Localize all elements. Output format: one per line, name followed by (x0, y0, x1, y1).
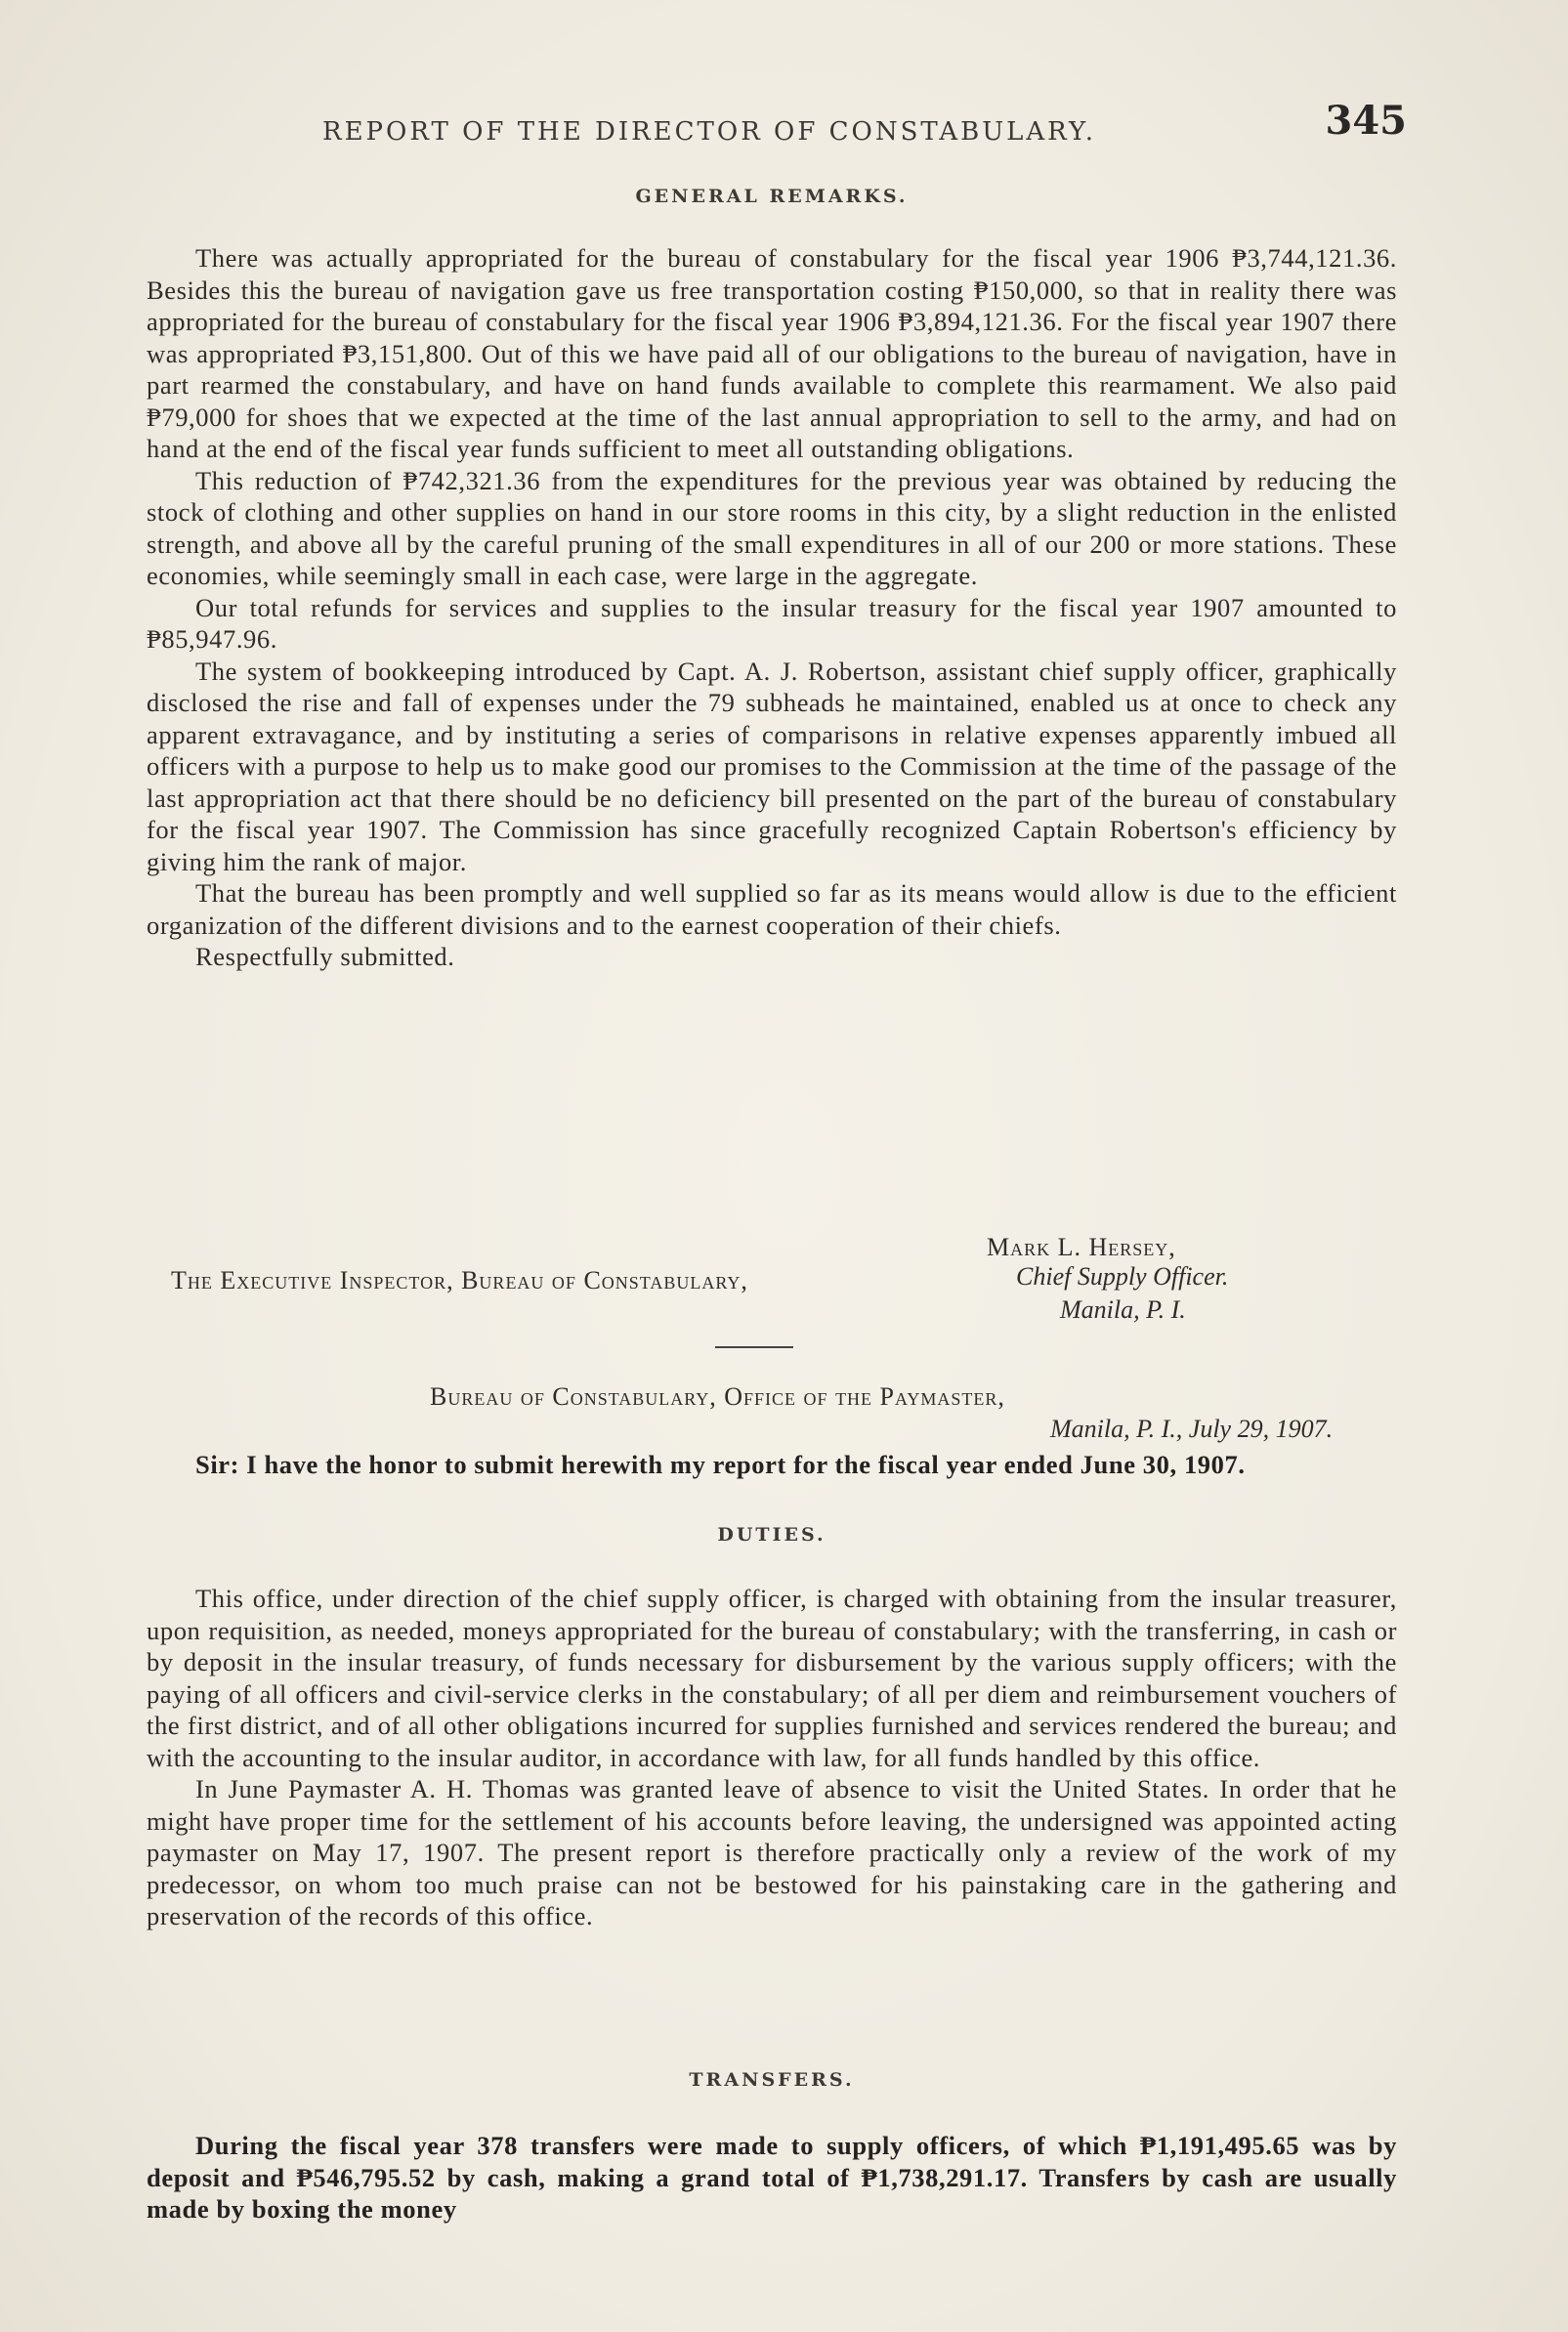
transfers-body (147, 2130, 1397, 2226)
paragraph: The system of bookkeeping introduced by Capt. A. J. Robertson, assistant chief supply officer, graphically disclosed the rise and fall of expenses under the 79 subheads he maintained, enabled us at once to check any apparent extravagance, and by instituting a series of comparisons in relative expenses apparently imbued all officers with a purpose to help us to make good our promises to the Commission at the time of the passage of the last appropriation act that there should be no deficiency bill presented on the part of the bureau of constabulary for the fiscal year 1907. The Commission has since gracefully recognized Captain Robertson's efficiency by giving him the rank of major. (147, 656, 1397, 876)
signature-name: Mark L. Hersey, (987, 1233, 1176, 1261)
date-line: Manila, P. I., July 29, 1907. (1050, 1415, 1334, 1443)
duties-body (147, 1583, 1397, 1932)
paragraph: In June Paymaster A. H. Thomas was granted leave of absence to visit the United States. In order that he might have proper time for the settlement of his accounts before leaving, the undersigned was appointed acting paymaster on May 17, 1907. The present report is therefore practically only a review of the work of my predecessor, on whom too much praise can not be bestowed for his painstaking care in the gathering and preservation of the records of this office. (147, 1774, 1397, 1930)
addressee-place: Manila, P. I. (1060, 1295, 1186, 1324)
transfers-section (147, 2069, 1397, 2091)
transfers-heading: TRANSFERS. (689, 2069, 855, 2091)
header-title: REPORT OF THE DIRECTOR OF CONSTABULARY. (322, 117, 1097, 147)
closing-line: Respectfully submitted. (195, 942, 455, 971)
general-remarks-section (147, 186, 1397, 207)
office-line: Bureau of Constabulary, Office of the Paymaster, (430, 1382, 1005, 1411)
paragraph: During the fiscal year 378 transfers were made to supply officers, of which ₱1,191,495.65 was by deposit and ₱546,795.52 by cash, making a grand total of ₱1,738,291.17. Transfers by cash are usually made by boxing the money (147, 2131, 1397, 2224)
running-header (322, 98, 1407, 156)
paragraph: Our total refunds for services and supplies to the insular treasury for the fiscal year 1907 amounted to ₱85,947.96. (147, 592, 1397, 654)
section-divider (715, 1346, 793, 1348)
salutation-block (147, 1449, 1397, 1481)
duties-section (147, 1524, 1397, 1546)
general-remarks-body (147, 242, 1397, 973)
paragraph: This reduction of ₱742,321.36 from the expenditures for the previous year was obtained by reducing the stock of clothing and other supplies on hand in our store rooms in this city, by a slight reduction in the enlisted strength, and above all by the careful pruning of the small expenditures in all of our 200 or more stations. These economies, while seemingly small in each case, were large in the aggregate. (147, 465, 1397, 590)
general-remarks-heading: GENERAL REMARKS. (635, 186, 909, 207)
paragraph: That the bureau has been promptly and well supplied so far as its means would allow is due to the efficient organization of the different divisions and to the earnest cooperation of their chiefs. (147, 878, 1397, 940)
page-number: 345 (1325, 98, 1407, 144)
duties-heading: DUTIES. (717, 1524, 826, 1546)
addressee: The Executive Inspector, Bureau of Constabulary, (171, 1266, 748, 1294)
paragraph: There was actually appropriated for the bureau of constabulary for the fiscal year 1906 ₱3,744,121.36. Besides this the bureau of navigation gave us free transportation costing ₱150,000, so that in reality there was appropriated for the bureau of constabulary for the fiscal year 1906 ₱3,894,121.36. For the fiscal year 1907 there was appropriated ₱3,151,800. Out of this we have paid all of our obligations to the bureau of navigation, have in part rearmed the constabulary, and have on hand funds available to complete this rearmament. We also paid ₱79,000 for shoes that we expected at the time of the last annual appropriation to sell to the army, and had on hand at the end of the fiscal year funds sufficient to meet all outstanding obligations. (147, 243, 1397, 463)
signature-title: Chief Supply Officer. (1016, 1262, 1229, 1291)
salutation: Sir: I have the honor to submit herewith my report for the fiscal year ended June 30, 1907. (195, 1450, 1246, 1479)
paragraph: This office, under direction of the chief supply officer, is charged with obtaining from the insular treasurer, upon requisition, as needed, moneys appropriated for the bureau of constabulary; with the transferring, in cash or by deposit in the insular treasury, of funds necessary for disbursement by the various supply officers; with the paying of all officers and civil-service clerks in the constabulary; of all per diem and reimbursement vouchers of the first district, and of all other obligations incurred for supplies furnished and services rendered the bureau; and with the accounting to the insular auditor, in accordance with law, for all funds handled by this office. (147, 1584, 1397, 1772)
